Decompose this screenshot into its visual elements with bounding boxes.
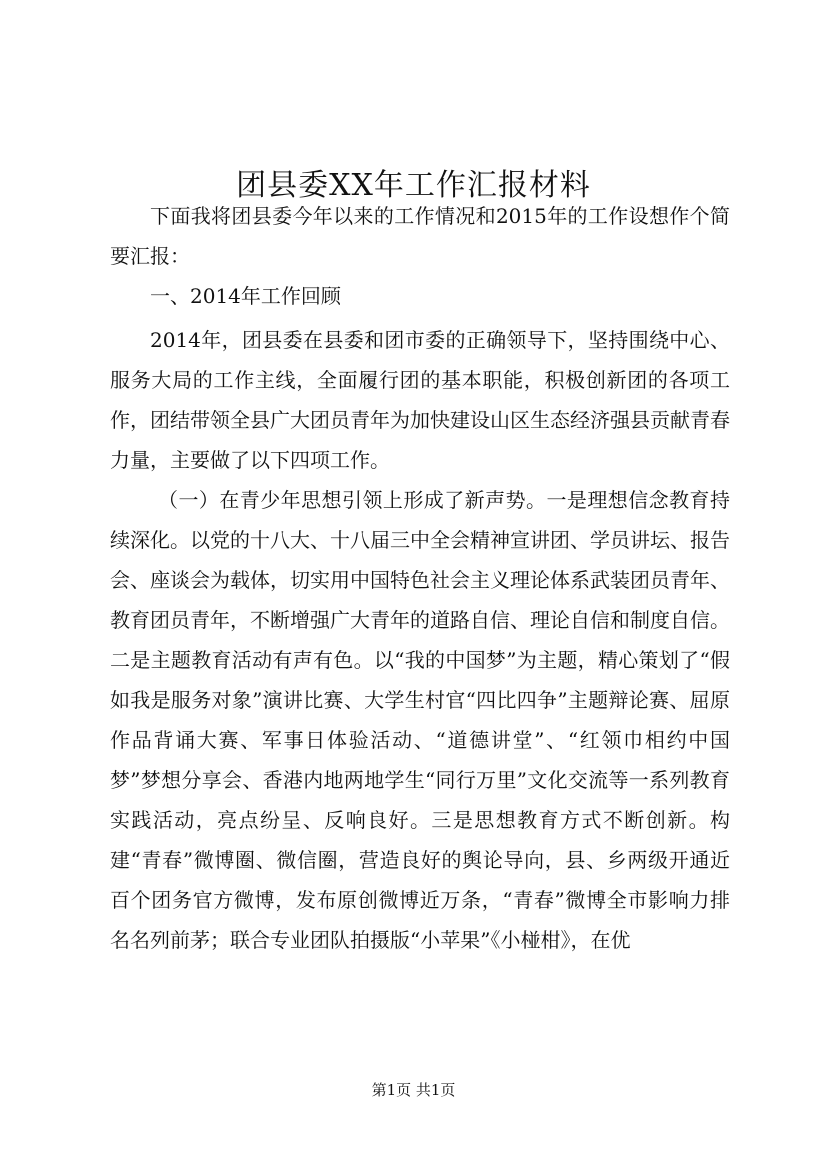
page-title: 团县委XX年工作汇报材料 (236, 168, 591, 204)
section-heading: 一、2014年工作回顾 (150, 284, 341, 308)
summary-paragraph: 2014年，团县委在县委和团市委的正确领导下，坚持围绕中心、服务大局的工作主线，全面履行团的基本职能，积极创新团的各项工作，团结带领全县广大团员青年为加快建设山区生态经济强县贡献青春力量，主要做了以下四项工作。 (110, 328, 730, 472)
document-body (110, 196, 730, 960)
item-paragraph: （一）在青少年思想引领上形成了新声势。一是理想信念教育持续深化。以党的十八大、十八届三中全会精神宣讲团、学员讲坛、报告会、座谈会为载体，切实用中国特色社会主义理论体系武装团员青年、教育团员青年，不断增强广大青年的道路自信、理论自信和制度自信。二是主题教育活动有声有色。以“我的中国梦”为主题，精心策划了“假如我是服务对象”演讲比赛、大学生村官“四比四争”主题辩论赛、屈原作品背诵大赛、军事日体验活动、“道德讲堂”、“红领巾相约中国梦”梦想分享会、香港内地两地学生“同行万里”文化交流等一系列教育实践活动，亮点纷呈、反响良好。三是思想教育方式不断创新。构建“青春”微博圈、微信圈，营造良好的舆论导向，县、乡两级开通近百个团务官方微博，发布原创微博近万条，“青春”微博全市影响力排名名列前茅；联合专业团队拍摄版“小苹果”《小椪柑》，在优 (110, 488, 730, 952)
page-footer: 第1页 共1页 (371, 1081, 456, 1099)
intro-paragraph: 下面我将团县委今年以来的工作情况和2015年的工作设想作个简要汇报： (110, 204, 730, 268)
